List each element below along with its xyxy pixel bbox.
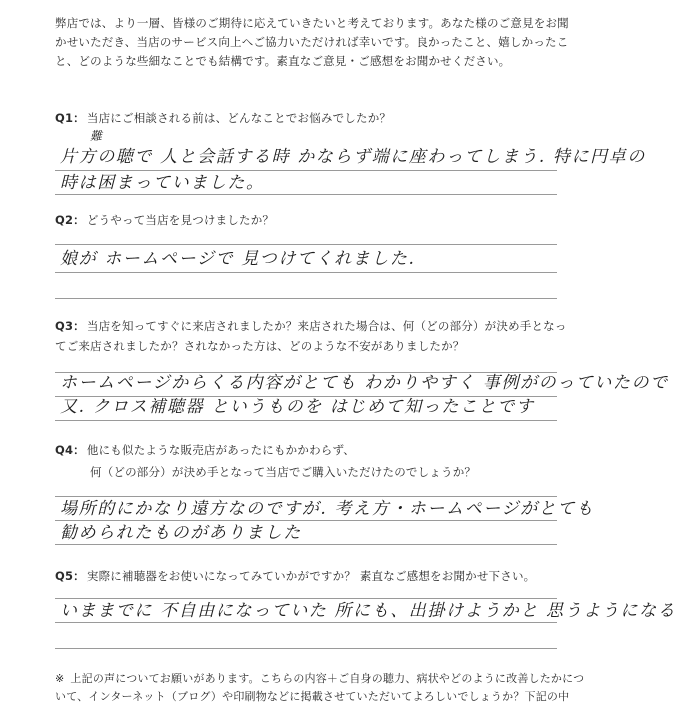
answer-line: 娘が ホームページで 見つけてくれました.	[60, 249, 416, 269]
question-text: 当店を知ってすぐに来店されましたか？来店された場合は、何（どの部分）が決め手となってご来店されましたか？されなかった方は、どのような不安がありましたか？	[55, 319, 567, 353]
answer-line: いままでに 不自由になっていた 所にも、出掛けようかと 思うようになる	[60, 601, 676, 621]
answer-rule	[55, 496, 557, 497]
question-3	[55, 316, 575, 356]
question-4	[55, 440, 575, 460]
answer-rule	[55, 244, 557, 245]
note-mark: ※	[55, 672, 65, 685]
answer-line: 又. クロス補聴器 というものを はじめて知ったことです	[60, 397, 535, 417]
question-text: 他にも似たような販売店があったにもかかわらず、	[86, 443, 355, 457]
answer-rule	[55, 272, 557, 273]
answer-rule	[55, 420, 557, 421]
answer-line: 片方の聴で 人と会話する時 かならず端に座わってしまう. 特に円卓の	[60, 147, 646, 167]
answer-rule	[55, 544, 557, 545]
question-text: 当店にご相談される前は、どんなことでお悩みでしたか？	[86, 111, 392, 125]
question-number: Q2：	[55, 213, 85, 227]
question-number: Q4：	[55, 443, 85, 457]
answer-rule	[55, 298, 557, 299]
answer-rule	[55, 170, 557, 171]
footer-line-2: いて、インターネット（ブログ）や印刷物などに掲載させていただいてよろしいでしょうか？下記の中	[55, 690, 570, 703]
question-1	[55, 108, 575, 128]
intro-text: 弊店では、より一層、皆様のご期待に応えていきたいと考えております。あなた様のご意見をお聞かせいただき、当店のサービス向上へご協力いただければ幸いです。良かったこと、嬉しかったこと、どのような些細なことでも結構です。素直なご意見・ご感想をお聞かせください。	[55, 16, 569, 68]
answer-line: 時は困まっていました。	[60, 173, 265, 193]
footer-line-1: 上記の声についてお願いがあります。こちらの内容＋ご自身の聴力、病状やどのように改善したかにつ	[70, 672, 585, 685]
question-text: どうやって当店を見つけましたか？	[86, 213, 275, 227]
answer-line: 場所的にかなり遠方なのですが. 考え方・ホームページがとても	[60, 499, 595, 519]
answer-line: 勧められたものがありました	[60, 523, 302, 543]
footer-note	[55, 670, 595, 703]
answer-rule	[55, 648, 557, 649]
question-2	[55, 210, 575, 230]
answer-rule	[55, 598, 557, 599]
question-4-continued: 何（どの部分）が決め手となって当店でご購入いただけたのでしょうか？	[90, 465, 477, 479]
question-text: 実際に補聴器をお使いになってみていかがですか？ 素直なご感想をお聞かせ下さい。	[86, 569, 536, 583]
question-5	[55, 566, 575, 586]
answer-rule	[55, 194, 557, 195]
answer-rule	[55, 520, 557, 521]
question-number: Q3：	[55, 319, 85, 333]
answer-line: ホームページからくる内容がとても わかりやすく 事例がのっていたので	[60, 373, 669, 393]
question-number: Q5：	[55, 569, 85, 583]
question-number: Q1：	[55, 111, 85, 125]
answer-rule	[55, 622, 557, 623]
handwritten-annotation: 難	[90, 129, 103, 143]
